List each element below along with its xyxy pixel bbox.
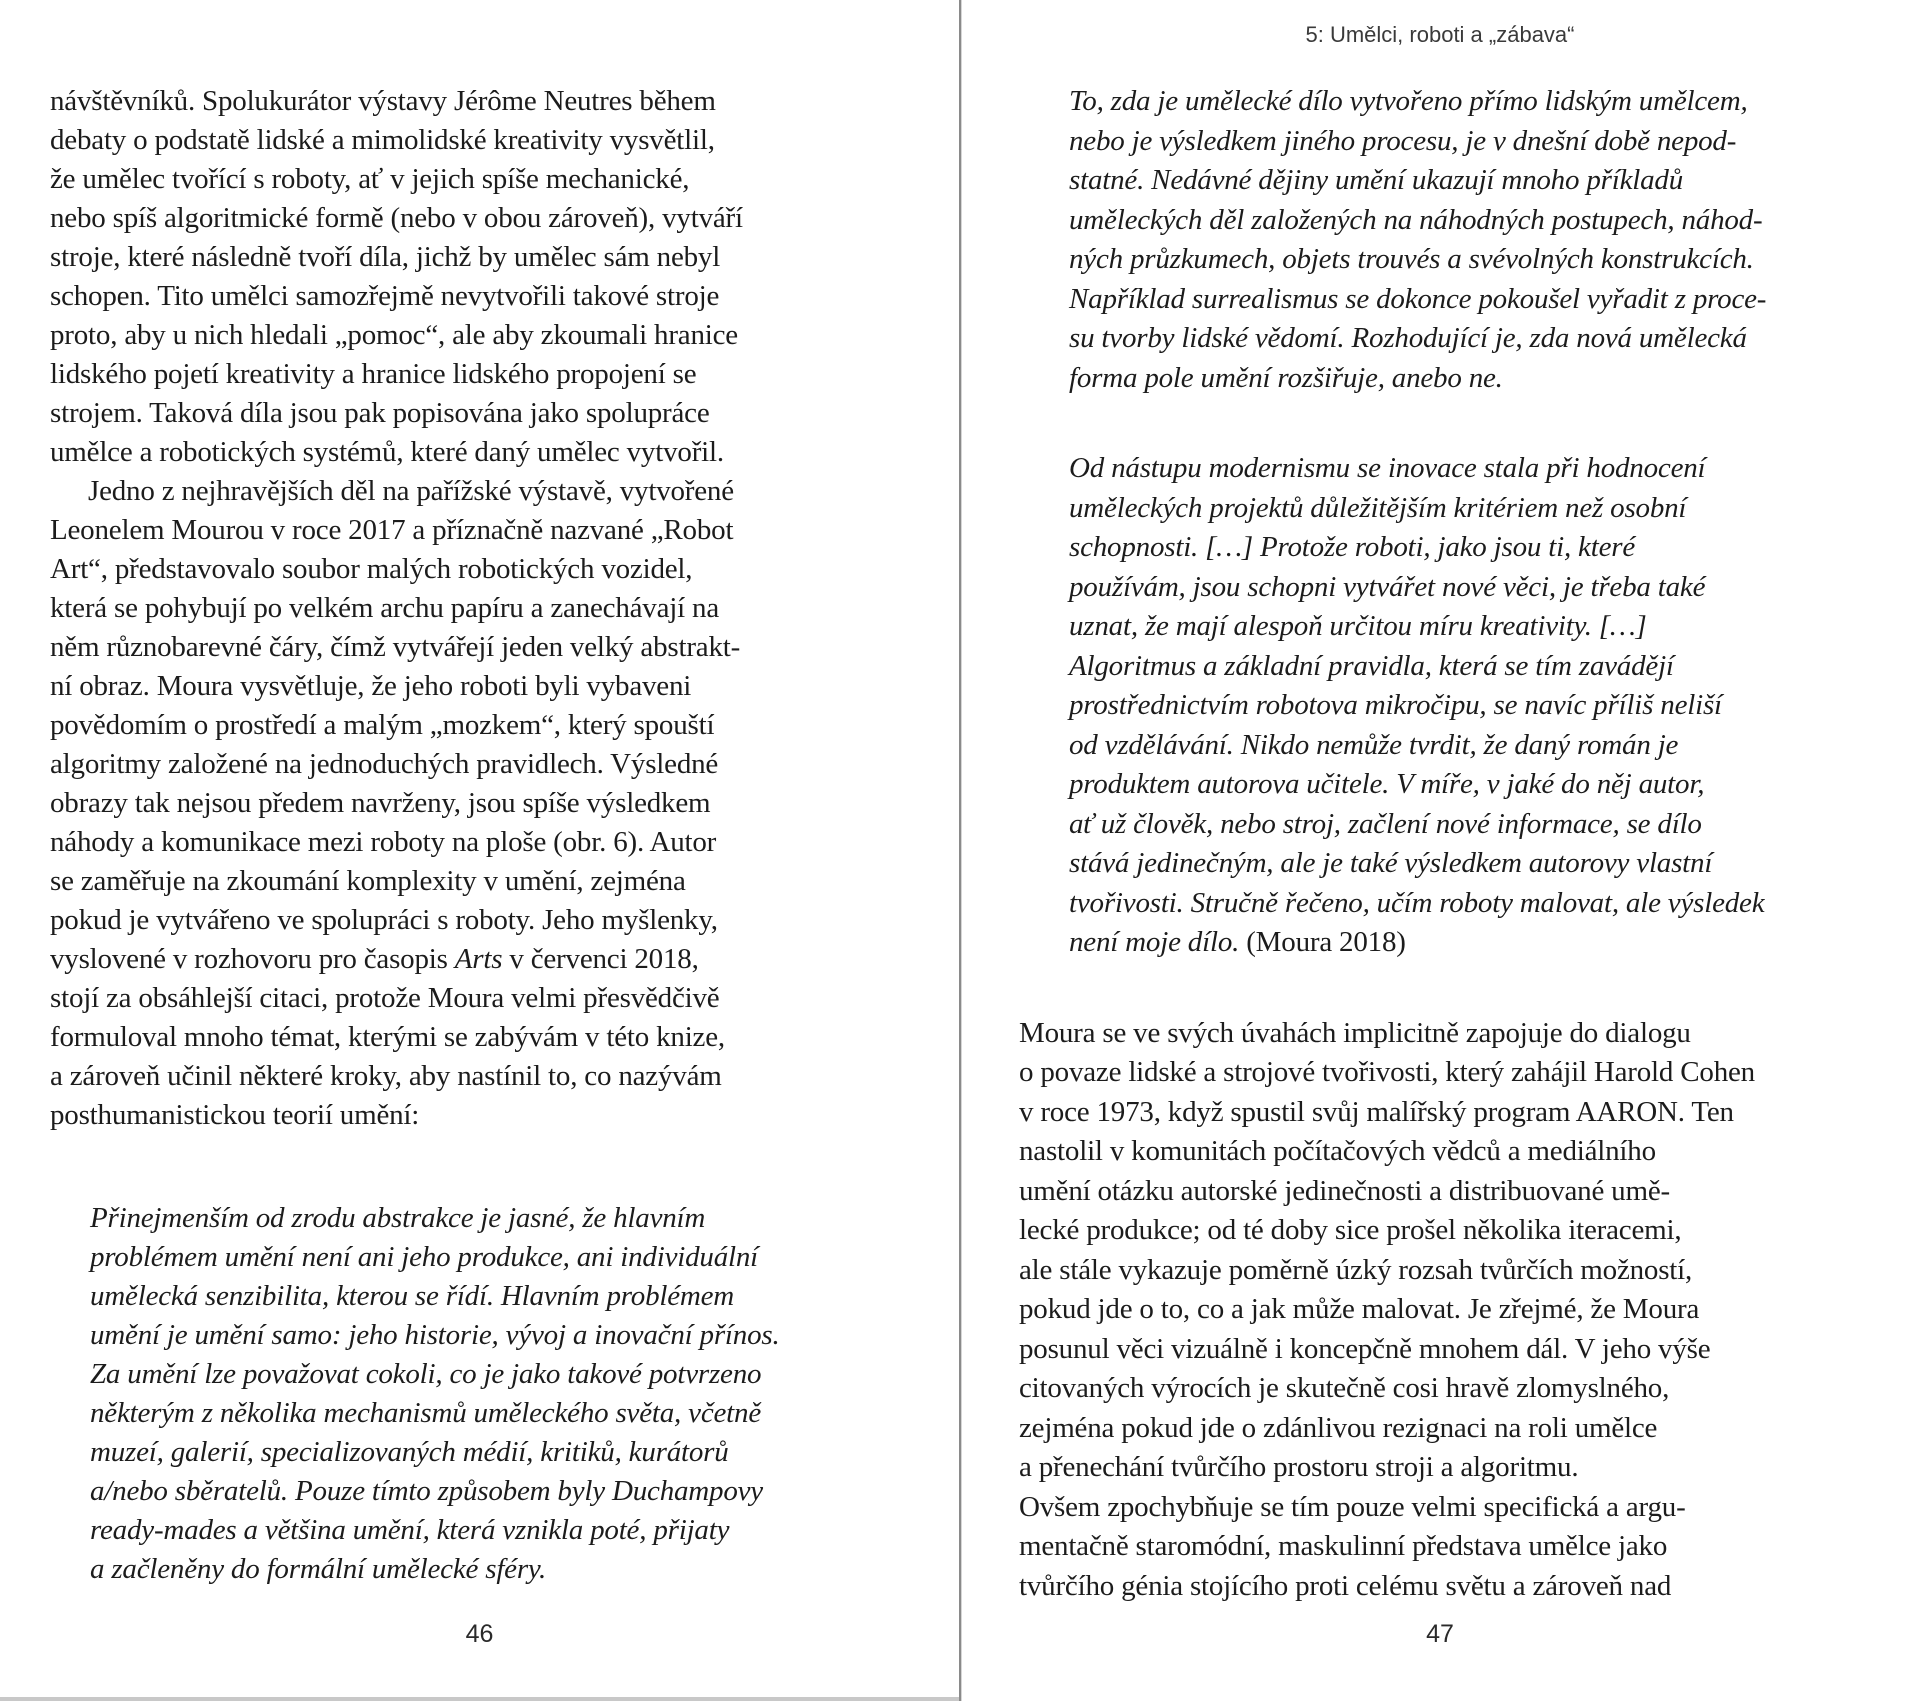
text-line: umění otázku autorské jedinečnosti a distribuované umě- xyxy=(1019,1174,1670,1207)
text-line: algoritmy založené na jednoduchých pravidlech. Výsledné xyxy=(50,748,719,780)
body-paragraph xyxy=(50,82,902,472)
text-line: se zaměřuje na zkoumání komplexity v umění, zejména xyxy=(50,865,686,897)
text-line: návštěvníků. Spolukurátor výstavy Jérôme Neutres během xyxy=(50,85,716,117)
text-line: v roce 1973, když spustil svůj malířský program AARON. Ten xyxy=(1019,1095,1734,1128)
text-line: To, zda je umělecké dílo vytvořeno přímo lidským umělcem, xyxy=(1069,85,1748,117)
page-number-right: 47 xyxy=(1426,1620,1454,1648)
text-line: uměleckých děl založených na náhodných postupech, náhod- xyxy=(1069,203,1763,236)
text-line: Přinejmenším od zrodu abstrakce je jasné, že hlavním xyxy=(90,1202,706,1234)
text-line: tvořivosti. Stručně řečeno, učím roboty malovat, ale výsledek xyxy=(1069,886,1765,919)
text-line: umění je umění samo: jeho historie, vývoj a inovační přínos. xyxy=(90,1319,780,1351)
text-line: strojem. Taková díla jsou pak popisována jako spolupráce xyxy=(50,397,710,429)
text-line: Ovšem zpochybňuje se tím pouze velmi specifická a argu- xyxy=(1019,1490,1686,1523)
text-line: něm různobarevné čáry, čímž vytvářejí jeden velký abstrakt- xyxy=(50,631,741,663)
text-line: lecké produkce; od té doby sice prošel několika iteracemi, xyxy=(1019,1214,1682,1246)
running-header: 5: Umělci, roboti a „zábava“ xyxy=(1305,22,1575,47)
text-line: Jedno z nejhravějších děl na pařížské výstavě, vytvořené xyxy=(88,475,734,507)
text-line: používám, jsou schopni vytvářet nové věci, je třeba také xyxy=(1069,570,1706,603)
text-line xyxy=(50,940,902,979)
text-line: nastolil v komunitách počítačových vědců a mediálního xyxy=(1019,1135,1656,1167)
text-line: ní obraz. Moura vysvětluje, že jeho roboti byli vybaveni xyxy=(50,670,692,702)
text-line: některým z několika mechanismů uměleckého světa, včetně xyxy=(90,1397,761,1429)
text-line: mentačně staromódní, maskulinní představa umělce jako xyxy=(1019,1530,1668,1562)
text-line: citovaných výrocích je skutečně cosi hravě zlomyslného, xyxy=(1019,1372,1670,1404)
text-line: a/nebo sběratelů. Pouze tímto způsobem byly Duchampovy xyxy=(90,1475,763,1507)
text-line: která se pohybují po velkém archu papíru a zanechávají na xyxy=(50,592,720,624)
text-line: od vzdělávání. Nikdo nemůže tvrdit, že daný román je xyxy=(1069,728,1679,761)
text-line: povědomím o prostředí a malým „mozkem“, který spouští xyxy=(50,709,715,741)
text-line: umělce a robotických systémů, které daný umělec vytvořil. xyxy=(50,436,724,468)
text-line: Moura se ve svých úvahách implicitně zapojuje do dialogu xyxy=(1019,1016,1691,1049)
text-line: stává jedinečným, ale je také výsledkem autorovy vlastní xyxy=(1069,847,1713,879)
text-segment: (Moura 2018) xyxy=(1239,926,1406,958)
text-line: že umělec tvořící s roboty, ať v jejich spíše mechanické, xyxy=(50,163,690,195)
text-line: prostřednictvím robotova mikročipu, se navíc příliš neliší xyxy=(1069,689,1722,721)
text-line: Art“, představovalo soubor malých robotických vozidel, xyxy=(50,553,693,585)
quote-block xyxy=(90,1199,902,1589)
text-segment: v červenci 2018, xyxy=(502,943,699,975)
text-line: Například surrealismus se dokonce pokoušel vyřadit z proce- xyxy=(1069,282,1767,315)
text-line: ready-mades a většina umění, která vznikla poté, přijaty xyxy=(90,1514,730,1546)
text-line: stojí za obsáhlejší citaci, protože Moura velmi přesvědčivě xyxy=(50,982,720,1014)
text-line: forma pole umění rozšiřuje, anebo ne. xyxy=(1069,361,1503,394)
text-line: náhody a komunikace mezi roboty na ploše (obr. 6). Autor xyxy=(50,826,717,858)
text-line: nebo je výsledkem jiného procesu, je v dnešní době nepod- xyxy=(1069,124,1737,157)
text-line: schopen. Tito umělci samozřejmě nevytvořili takové stroje xyxy=(50,280,720,312)
text-line: posthumanistickou teorií umění: xyxy=(50,1099,420,1131)
text-line: stroje, které následně tvoří díla, jichž by umělec sám nebyl xyxy=(50,241,721,273)
text-line: muzeí, galerií, specializovaných médií, kritiků, kurátorů xyxy=(90,1436,729,1468)
body-paragraph xyxy=(50,472,902,1135)
text-line xyxy=(1069,923,1885,963)
body-paragraph xyxy=(1019,1014,1885,1607)
text-line: debaty o podstatě lidské a mimolidské kreativity vysvětlil, xyxy=(50,124,715,156)
text-line: proto, aby u nich hledali „pomoc“, ale aby zkoumali hranice xyxy=(50,319,738,351)
left-text-column xyxy=(50,82,902,1589)
page-number-left: 46 xyxy=(465,1620,494,1648)
page-bottom-edge-shadow xyxy=(0,1697,959,1701)
text-line: a začleněny do formální umělecké sféry. xyxy=(90,1553,547,1585)
text-line: ať už člověk, nebo stroj, začlení nové informace, se dílo xyxy=(1069,807,1702,840)
text-line: umělecká senzibilita, kterou se řídí. Hlavním problémem xyxy=(90,1280,735,1312)
text-line: zejména pokud jde o zdánlivou rezignaci na roli umělce xyxy=(1019,1411,1658,1444)
text-segment: není moje dílo. xyxy=(1069,926,1240,958)
page-right xyxy=(961,0,1919,1701)
text-line: ných průzkumech, objets trouvés a svévolných konstrukcích. xyxy=(1069,243,1754,275)
text-line: posunul věci vizuálně i koncepčně mnohem dál. V jeho výše xyxy=(1019,1332,1711,1365)
text-line: o povaze lidské a strojové tvořivosti, který zahájil Harold Cohen xyxy=(1019,1056,1755,1088)
text-line: nebo spíš algoritmické formě (nebo v obou zároveň), vytváří xyxy=(50,202,743,234)
text-line: Za umění lze považovat cokoli, co je jako takové potvrzeno xyxy=(90,1358,762,1390)
right-text-column xyxy=(1019,82,1885,1606)
text-line: Od nástupu modernismu se inovace stala při hodnocení xyxy=(1069,452,1706,484)
text-line: Leonelem Mourou v roce 2017 a příznačně nazvané „Robot xyxy=(50,514,734,546)
text-line: produktem autorova učitele. V míře, v jaké do něj autor, xyxy=(1069,768,1705,800)
text-line: a zároveň učinil některé kroky, aby nastínil to, co nazývám xyxy=(50,1060,722,1092)
text-line: uznat, že mají alespoň určitou míru kreativity. […] xyxy=(1069,610,1647,642)
text-line: pokud jde o to, co a jak může malovat. Je zřejmé, že Moura xyxy=(1019,1293,1700,1325)
text-segment: Arts xyxy=(454,943,503,975)
text-line: obrazy tak nejsou předem navrženy, jsou spíše výsledkem xyxy=(50,787,711,819)
text-line: uměleckých projektů důležitějším kritériem než osobní xyxy=(1069,491,1687,524)
text-line: ale stále vykazuje poměrně úzký rozsah tvůrčích možností, xyxy=(1019,1253,1693,1286)
quote-block xyxy=(1069,449,1885,963)
text-line: su tvorby lidské vědomí. Rozhodující je, zda nová umělecká xyxy=(1069,322,1747,354)
text-line: formuloval mnoho témat, kterými se zabývám v této knize, xyxy=(50,1021,725,1053)
text-line: tvůrčího génia stojícího proti celému světu a zároveň nad xyxy=(1019,1569,1672,1602)
text-line: a přenechání tvůrčího prostoru stroji a algoritmu. xyxy=(1019,1451,1579,1483)
text-line: lidského pojetí kreativity a hranice lidského propojení se xyxy=(50,358,697,390)
page-left xyxy=(0,0,959,1701)
text-line: pokud je vytvářeno ve spolupráci s roboty. Jeho myšlenky, xyxy=(50,904,718,936)
text-line: problémem umění není ani jeho produkce, ani individuální xyxy=(90,1241,759,1273)
quote-block xyxy=(1069,82,1885,398)
text-line: schopnosti. […] Protože roboti, jako jsou ti, které xyxy=(1069,531,1636,563)
text-segment: vyslovené v rozhovoru pro časopis xyxy=(50,943,455,975)
text-line: statné. Nedávné dějiny umění ukazují mnoho příkladů xyxy=(1069,164,1683,196)
text-line: Algoritmus a základní pravidla, která se tím zavádějí xyxy=(1069,649,1674,682)
